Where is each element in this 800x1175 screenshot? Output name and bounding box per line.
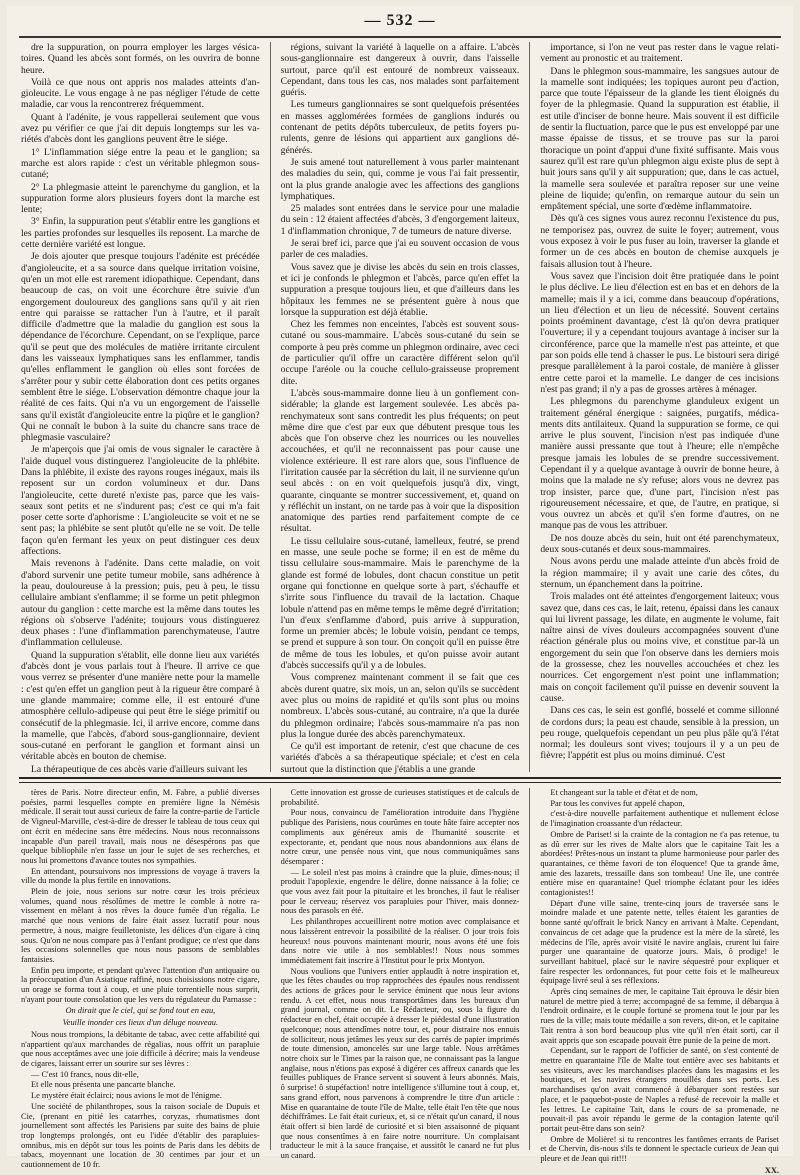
newspaper-page bbox=[7, 6, 793, 1175]
paragraph: Une société de philanthropes, sous la raison sociale de Dupuis et Cie, (prenant en pitié les catarrhes, coryzas, rhumatismes dont journellement sont affectés les Parisiens par suite des bains de pluie trop longtemps prolongés, ont eu l'idée d'établir des parapluies-omnibus, mis en dépôt sur tous les points de Paris dans les débits de tabacs, moyennant une location de 30 centimes par jour et un cautionnement de 10 fr. bbox=[21, 1101, 260, 1170]
paragraph: Plein de joie, nous serions sur notre cœur les trois précieux volumes, quand nous résolûmes de mettre le comble à notre ravissement en mêlant à nos rêves la douce fumée d'un régalia. Le marché que nous venions de faire était assez lucratif pour nous permettre, à nous, maigre feuilletoniste, les délices d'un cigare à cinq sous. Qu'on ne nous compare pas à l'enfant prodigue; ce n'est que dans les occasions solennelles que nous nous passons de semblables fantaisies. bbox=[21, 887, 260, 964]
paragraph: Pour nous, convaincu de l'amélioration introduite dans l'hygiène publique des Parisiens, nous courûmes en toute hâte faire accepter nos compliments aux généreux amis de l'humanité souscrite et expectorante, et, pendant que nous nous abandonnions aux élans de notre cœur, une pensée nous vint, que nous communiquâmes sans désemparer : bbox=[280, 808, 520, 866]
paragraph: régions, suivant la variété à laquelle on a affaire. L'abcès sous-ganglionnaire est dangereux à ouvrir, dans l'aisselle surtout, parce qu'il est entouré de nombreux vaisseaux. Cependant, dans tous les cas, nos malades sont parfaitement guéris. bbox=[280, 42, 520, 99]
paragraph: Les tumeurs ganglionnaires se sont quelquefois présentées en masses agglomérées formées de ganglions indurés ou contenant de petits dépôts tuberculeux, de petits foyers purulents, genre de lésions qui appartient aux ganglions dégénérés. bbox=[280, 99, 520, 156]
paragraph: tères de Paris. Notre directeur enfin, M. Fabre, a publié diverses poésies, parmi lesquelles compte en première ligne la Némésis médicale. Il serait tout aussi curieux de faire la contre-partie de l'article de Vigneul-Marville, c'est-à-dire de dresser le tableau de tous ceux qui ont écrit en médecine sans être médecins. Nous nous reconnaissons incapable d'un pareil travail, mais nous ne désespérons pas que quelque bibliophile n'en fasse un jour le sujet de ses recherches, et nous lui promettons d'avance toutes nos sympathies. bbox=[21, 788, 260, 865]
paragraph: Vous savez que je divise les abcès du sein en trois classes, et ici je confonds le phlegmon et l'abcès, parce qu'en effet la suppuration a presque toujours lieu, et que d'ailleurs dans les hôpitaux les femmes ne se présentent guère à nous que lorsque la suppuration est déjà établie. bbox=[280, 261, 520, 318]
paragraph: — Le soleil n'est pas moins à craindre que la pluie, dîmes-nous; il produit l'apoplexie, engendre le délire, donne naissance à la folie; ce que vous avez fait pour la pituitaire et les bronches, il faut le réaliser pour le cerveau; réservez vos parapluies pour l'hiver, mais donnez-nous des parasols en été. bbox=[280, 867, 520, 916]
paragraph: Ombre de Molière! si tu rencontres les fantômes errants de Pariset et de Chervin, dis-nous s'ils te donnent le spectacle curieux de Jean qui pleure et de Jean qui rit!!! bbox=[540, 1134, 780, 1164]
paragraph: Mais revenons à l'adénite. Dans cette maladie, on voit d'abord survenir une petite tumeur mobile, sans adhérence à la peau, douloureuse à la pression; puis, peu à peu, le tissu cellulaire ambiant s'enflamme; il se forme un petit phlegmon autour du ganglion : cette marche est la même dans toutes les régions où s'observe l'adénite; toujours vous distinguerez deux phases : l'une d'inflammation parenchymateuse, l'autre d'inflammation celluleuse. bbox=[21, 558, 260, 649]
paragraph: Nous nous trompions, la débitante de tabac, avec cette affabilité qui n'appartient qu'aux marchandes de régalias, nous offrit un parapluie que nous acceptâmes avec une joie difficile à décrire; mais la vendeuse de cigares, laissant errer un sourire sur ses lèvres : bbox=[21, 1029, 260, 1068]
verse-line: On dirait que le ciel, qui se fond tout en eau, bbox=[65, 1006, 216, 1016]
upper-column-2 bbox=[280, 42, 520, 775]
column-divider bbox=[270, 42, 271, 772]
paragraph: Voilà ce que nous ont appris nos malades atteints d'angioleucite. Le vous engage à ne pas négliger l'étude de cette maladie, car vous la rencontrerez fréquemment. bbox=[21, 76, 260, 111]
paragraph: — C'est 10 francs, nous dit-elle, bbox=[31, 1069, 139, 1079]
paragraph: Vous comprenez maintenant comment il se fait que ces abcès durent quatre, six mois, un an, selon qu'ils se succèdent avec plus ou moins de rapidité et qu'ils sont plus ou moins nombreux. L'abcès sous-cutané, au contraire, n'a que la durée du phlegmon ordinaire; l'abcès sous-mammaire n'a pas non plus la longue durée des abcès parenchymateux. bbox=[280, 672, 520, 740]
column-divider bbox=[529, 788, 530, 1150]
paragraph: Chez les femmes non enceintes, l'abcès est souvent sous-cutané ou sous-mammaire. L'abcès sous-cutané du sein se comporte à peu près comme un phlegmon ordinaire, avec ceci de particulier qu'il offre un caractère différent selon qu'il occupe l'aréole ou la couche cellulo-graisseuse proprement dite. bbox=[280, 319, 520, 387]
paragraph: Quand la suppuration s'établit, elle donne lieu aux variétés d'abcès dont je vous parlais tout à l'heure. Il arrive ce que vous verrez se présenter d'une manière nette pour la mamelle : c'est qu'en effet un ganglion peut à la rigueur être comparé à une glande mammaire; comme elle, il est entouré d'une atmosphère cellulo-adipeuse qui peut être le siége primitif ou consécutif de la phlegmasie. Ici, il arrive encore, comme dans la mamelle, que l'abcès, d'abord sous-ganglionnaire, devient sous-cutané en perforant le ganglion et formant ainsi un véritable abcès en bouton de chemise. bbox=[21, 649, 260, 763]
paragraph: Nous voulions que l'univers entier applaudît à notre inspiration et, que les fêtes chaudes ou trop rapprochées des épaules nous rendissent des actions de grâces pour le service éminent que nous leur avions rendu. A cet effet, nous nous transportâmes dans les bureaux d'un grand journal, comme on dit. Le Rédacteur, ou, sous la figure du rédacteur en chef, était occupée à dresser le piédestal d'une illustration quelconque; nous attendîmes notre tour, et, pour distraire nos ennuis de solliciteur, nous jetâmes les yeux sur des carrés de papier imprimés de toute dimension, amoncelés sur une large table. Nous arrêtâmes notre choix sur le Times par la raison que, ne connaissant pas la langue anglaise, nous n'étions pas exposé à digérer ces affreux canards que les feuilles publiques de France servent si souvent à leurs abonnés. Mais, ô surprise! ô stupéfaction! notre intelligence s'illumine tout à coup, et, sans grand effort, nous parvenons à comprendre le titre d'un article : Mise en quarantaine de toute l'île de Malte, telle était l'en tête que nous déchiffrâmes. Le fait était curieux, et, si ce n'était qu'un canard, il nous était offert si bien lardé de curiosité et si bien assaisonné de piquant que nous consentîmes à en faire notre nourriture. Un complaisant traducteur le mit à la sauce française, et aussitôt le canard ne fut plus un canard. bbox=[280, 966, 520, 1161]
paragraph: En attendant, poursuivons nos impressions de voyage à travers la ville du monde la plus fertile en innovations. bbox=[21, 866, 260, 886]
paragraph: Je serai bref ici, parce que j'ai eu souvent occasion de vous parler de ces maladies. bbox=[280, 238, 520, 261]
paragraph: 1° L'inflammation siége entre la peau et le ganglion; sa marche est alors rapide : c'est un véritable phlegmon sous-cutané; bbox=[21, 146, 260, 181]
paragraph: Départ d'une ville saine, trente-cinq jours de traversée sans le moindre malade et une patente nette, telles étaient les garanties de bonne santé qu'offrait le brick Nancy en arrivant à Malte. Cependant, convaincus de cet adage que la prudence est la mère de la sûreté, les médecins de l'île, après avoir visité le navire anglais, crurent lui faire purger une quarantaine de quatorze jours. Mais, ô prodige! le surveillant habituel, placé sur le navire séquestré pour expliquer et faire respecter les ordonnances, fut pour cette fois et le malheureux équipage livré seul à ses réflexions. bbox=[540, 898, 780, 986]
paragraph: Dans ces cas, le sein est gonflé, bosselé et comme sillonné de cordons durs; la peau est chaude, sensible à la pression, un peu rouge, quelquefois cependant un peu plus pâle qu'à l'état normal; les douleurs sont vives; toujours il y a un peu de fièvre; l'appétit est plus ou moins diminué. C'est bbox=[540, 705, 780, 762]
feuilleton-column-2 bbox=[280, 788, 520, 1161]
paragraph: Cependant, sur le rapport de l'officier de santé, on s'est contenté de mettre en quarantaine l'île de Malte tout entière avec ses habitants et ses visiteurs, avec les marchandises placées dans les magasins et les boutiques, et les navires étrangers mouillés dans ses ports. Les marchandises qu'on avait commencé à débarquer sont restées sur place, et le paquebot-poste de Naples a refusé de recevoir la malle et les lettres. Le capitaine Tait, dans le cours de sa promenade, ne pouvait-il pas avoir répandu le germe de la contagion latente qu'il portait peut-être dans son sein? bbox=[540, 1046, 780, 1133]
upper-column-1 bbox=[21, 42, 260, 775]
paragraph: Dans le phlegmon sous-mammaire, les sangsues autour de la mamelle sont indiquées; les topiques auront peu d'action, parce que toute l'épaisseur de la glande les tient éloignés du foyer de la phlegmasie. Quand la suppuration est établie, il est utile d'inciser de bonne heure. Mais souvent il est difficile de sentir la fluctuation, parce que le pus est enveloppé par une masse épaisse de tissus, et se trouve pas sur la paroi thoracique un point d'appui d'une fixité suffisante. Mais vous saurez qu'il est rare qu'un phlegmon aigu existe plus de sept à huit jours sans qu'il y ait suppuration; que, dans le cas actuel, la mamelle sera soulevée et paraîtra reposer sur une veine pleine de liquide; qu'enfin, on remarque autour du sein un empâtement spécial, une sorte d'œdème inflammatoire. bbox=[540, 65, 780, 213]
author-signature: XX. bbox=[764, 1165, 780, 1175]
paragraph: Les philanthropes accueillirent notre motion avec complaisance et nous laissèrent entrevoir la possibilité de la réaliser. O jour trois fois heureux! nous pouvons maintenant mourir, nous avons été une fois dans notre vie utile à nos semblables!! Nous nous sommes immédiatement fait inscrire à l'Institut pour le prix Montyon. bbox=[280, 917, 520, 965]
paragraph: Vous savez que l'incision doit être pratiquée dans le point le plus déclive. Le lieu d'élection est en bas et en dehors de la mamelle; mais il y a ici, comme dans beaucoup d'opérations, un lieu d'élection et un lieu de nécessité. Souvent certains points proéminent davantage, c'est là qu'on devra pratiquer l'ouverture; il y a cependant toujours avantage à inciser sur la circonférence, parce que la mamelle n'est pas atteinte, et que par son poids elle tend à chasser le pus. Le bistouri sera dirigé presque parallèlement à la paroi costale, de manière à glisser entre cette paroi et la mamelle. Le danger de ces incisions n'est pas grand; il n'y a pas de grosses artères à ménager. bbox=[540, 270, 780, 395]
paragraph: 2° La phlegmasie atteint le parenchyme du ganglion, et la suppuration forme alors plusieurs foyers dont la marche est lente; bbox=[21, 181, 260, 216]
paragraph: Enfin peu importe, et pendant qu'avec l'attention d'un antiquaire ou la préoccupation d'un Asiatique raffiné, nous choisissions notre cigare, un orage se forma tout à coup, et une pluie torrentielle nous surprit, n'ayant pour toute consolation que les vers du régulateur du Parnasse : bbox=[21, 965, 260, 1004]
paragraph: Le mystère était éclairci; nous avions le mot de l'énigme. bbox=[31, 1091, 222, 1101]
paragraph: Nous avons perdu une malade atteinte d'un abcès froid de la région mammaire; il y avait une carie des côtes, du sternum, un épanchement dans la poitrine. bbox=[540, 556, 780, 590]
paragraph: Le tissu cellulaire sous-cutané, lamelleux, feutré, se prend en masse, une seule poche se forme; il en est de même du tissu cellulaire sous-mammaire. Mais le parenchyme de la glande est formé de lobules, dont chacun constitue un petit organe qui fonctionne en quelque sorte à part, s'échauffe et s'irrite sous l'influence du travail de la lactation. Chaque lobule n'attend pas en même temps le même degré d'irritation; l'un d'eux s'enflamme d'abord, puis arrive à suppuration, forme un premier abcès; le lobule voisin, pendant ce temps, se prend et suppure à son tour. On conçoit qu'il en puisse être de même de tous les lobules, et qu'on puisse avoir autant d'abcès successifs qu'il y a de lobules. bbox=[280, 535, 520, 672]
top-rule bbox=[19, 36, 781, 38]
column-divider bbox=[270, 788, 271, 1150]
paragraph: c'est-à-dire nouvelle parfaitement authentique et nullement éclose de l'imagination croassante d'un rédacteur. bbox=[540, 809, 780, 829]
article-upper bbox=[21, 42, 780, 775]
paragraph: Après cinq semaines de mer, le capitaine Tait éprouva le désir bien naturel de mettre pied à terre; accompagné de sa femme, il débarqua à l'endroit ordinaire, et le couple fortuné se promena tout le jour par les rues de la ville; mais toute médaille a son revers, dit-on, et le capitaine Tait rentra à son bord beaucoup plus vite qu'il n'en était sorti, car il avait appris que son escapade pouvait être punie de la peine de mort. bbox=[540, 987, 780, 1045]
paragraph: Et elle nous présenta une pancarte blanche. bbox=[31, 1080, 176, 1090]
paragraph: Cette innovation est grosse de curieuses statistiques et de calculs de probabilité. bbox=[280, 788, 520, 807]
paragraph: Je m'aperçois que j'ai omis de vous signaler le caractère à l'aide duquel vous distinguerez l'angioleucite de la phlébite. Dans la phlébite, il existe des rayons rouges inégaux, mais ils reposent sur un cordon volumineux et dur. Dans l'angioleucite, cette dureté n'existe pas, parce que les vaisseaux sont petits et ne s'indurent pas; c'est ce qui m'a fait poser cette sorte d'aphorisme : L'angioleucite se voit et ne se sent pas; la phlébite se sent plutôt qu'elle ne se voit. De telle façon qu'en fermant les yeux on peut distinguer ces deux affections. bbox=[21, 444, 260, 558]
column-divider bbox=[529, 42, 530, 772]
paragraph: Et changeant sur la table et d'état et de nom, bbox=[550, 788, 698, 797]
feuilleton bbox=[21, 788, 780, 1175]
paragraph: L'abcès sous-mammaire donne lieu à un gonflement considérable; la glande est largement soulevée. Les abcès parenchymateux sont sans contredit les plus fréquents; on peut même dire que c'est par eux que débutent presque tous les abcès que l'on observe chez les nourrices ou les nouvelles accouchées, et qu'il ne reconnaissent pas pour cause une violence extérieure. Il est rare alors que, sous l'influence de l'irritation causée par la sécrétion du lait, il ne survienne qu'un seul abcès : on en voit quelquefois jusqu'à dix, vingt, quarante, cinquante se montrer successivement, et, quand on y réfléchit un instant, on ne tarde pas à voir que la disposition anatomique des parties rend parfaitement compte de ce résultat. bbox=[280, 387, 520, 535]
paragraph: Ombre de Pariset! si la crainte de la contagion ne t'a pas retenue, tu as dû errer sur les rives de Malte alors que le capitaine Tait les a abordées! Prêtes-nous un instant ta plume harmonieuse pour parler des quarantaines, ce thème favori de ton éloquence! Que ta grande âme, amie des lazarets, tressaille dans son tombeau! Une île, une contrée entière mise en quarantaine! Quel triomphe éclatant pour les idées contagionistes!! bbox=[540, 829, 780, 898]
feuilleton-column-3 bbox=[540, 788, 780, 1175]
paragraph: Les phlegmons du parenchyme glanduleux exigent un traitement général énergique : saignées, purgatifs, médicaments dits antilaiteux. Quand la suppuration se forme, ce qui arrive le plus souvent, l'incision n'est pas indiquée d'une manière aussi pressante que tout à l'heure; elle n'empêche presque jamais les lobules de se prendre successivement. Cependant il y a quelque avantage à ouvrir de bonne heure, à moins que la malade ne s'y refuse; alors vous ne devrez pas trop insister, parce que, d'une part, l'incision n'est pas rigoureusement nécessaire, et que, de l'autre, en pratique, si vous ouvrez un abcès et qu'il s'en forme d'autres, on ne manque pas de vous les attribuer. bbox=[540, 396, 780, 532]
paragraph: Dès qu'à ces signes vous aurez reconnu l'existence du pus, ne temporisez pas, ouvrez de suite le foyer; autrement, vous vous exposez à voir le pus fuser au loin, traverser la glande et former un de ces abcès en bouton de chemise auxquels je faisais allusion tout à l'heure. bbox=[540, 213, 780, 270]
paragraph: Quant à l'adénite, je vous rappellerai seulement que vous avez pu vérifier ce que j'ai dit depuis longtemps sur les variétés d'abcès dont les ganglions peuvent être le siége. bbox=[21, 111, 260, 146]
feuilleton-column-1 bbox=[21, 788, 260, 1170]
page-number: — 532 — bbox=[364, 12, 436, 29]
paragraph: Trois malades ont été atteintes d'engorgement laiteux; vous savez que, dans ces cas, le lait, retenu, épaissi dans les canaux qui lui livrent passage, les dilate, en augmente le volume, fait naître ainsi de vives douleurs accompagnées souvent d'une réaction générale plus ou moins vive, et constitue par-là un engorgement du sein que l'on observe dans les derniers mois de la grossesse, chez les nouvelles accouchées et chez les nourrices. Cet engorgement n'est point une inflammation; mais on conçoit facilement qu'il puisse en devenir souvent la cause. bbox=[540, 591, 780, 704]
paragraph: 3° Enfin, la suppuration peut s'établir entre les ganglions et les parties profondes sur lesquelles ils reposent. La marche de cette dernière variété est longue. bbox=[21, 216, 260, 251]
paragraph: importance, si l'on ne veut pas rester dans le vague relativement au pronostic et au traitement. bbox=[540, 42, 780, 65]
verse-line: Veuille inonder ces lieux d'un déluge nouveau. bbox=[62, 1018, 219, 1028]
paragraph: De nos douze abcès du sein, huit ont été parenchymateux, deux sous-cutanés et deux sous-mammaires. bbox=[540, 532, 780, 556]
upper-column-3 bbox=[540, 42, 779, 772]
feuilleton-rule-thin bbox=[19, 782, 781, 783]
paragraph: dre la suppuration, on pourra employer les larges vésicatoires. Quand les abcès sont formés, on les ouvrira de bonne heure. bbox=[21, 42, 260, 76]
paragraph: La thérapeutique de ces abcès varie d'ailleurs suivant les bbox=[31, 763, 248, 775]
paragraph: Je dois ajouter que presque toujours l'adénite est précédée d'angioleucite, et a sa source dans quelque irritation voisine, qu'en un mot elle est rarement idiopathique. Cependant, dans beaucoup de cas, on voit une écorchure être suivie d'un engorgement douloureux des ganglions sans qu'il y ait rien entre qui paraisse se rattacher l'un à l'autre, et il paraît difficile d'admettre que la maladie du ganglion est sous la dépendance de l'écorchure. Cependant, on se l'explique, parce qu'il se peut que des molécules de matière irritante circulent dans les vaisseaux lymphatiques sans les enflammer, tandis qu'elles enflamment le ganglion où elles sont forcées de s'arrêter pour y subir cette élaboration dont ces petits organes semblent être le siége. L'observation démontre chaque jour la réalité de ces faits. Qui n'a vu un engorgement de l'aisselle sans qu'il existât d'angioleucite entre la piqûre et le ganglion? Qui ne connaît le bubon à la suite du chancre sans trace de phlegmasie vasculaire? bbox=[21, 251, 260, 444]
feuilleton-rule bbox=[19, 777, 781, 779]
paragraph: Par tous les convives fut appelé chapon, bbox=[550, 798, 685, 808]
paragraph: 25 malades sont entrées dans le service pour une maladie du sein : 12 étaient affectées d'abcès, 3 d'engorgement laiteux, 1 d'inflammation chronique, 7 de tumeurs de nature diverse. bbox=[280, 203, 520, 237]
paragraph: Je suis amené tout naturellement à vous parler maintenant des maladies du sein, qui, comme je vous l'ai fait pressentir, ont la plus grande analogie avec les affections des ganglions lymphatiques. bbox=[280, 156, 520, 202]
paragraph: Ce qu'il est important de retenir, c'est que chacune de ces variétés d'abcès a sa thérapeutique spéciale; et c'est en cela surtout que la distinction que j'établis a une grande bbox=[280, 741, 520, 775]
